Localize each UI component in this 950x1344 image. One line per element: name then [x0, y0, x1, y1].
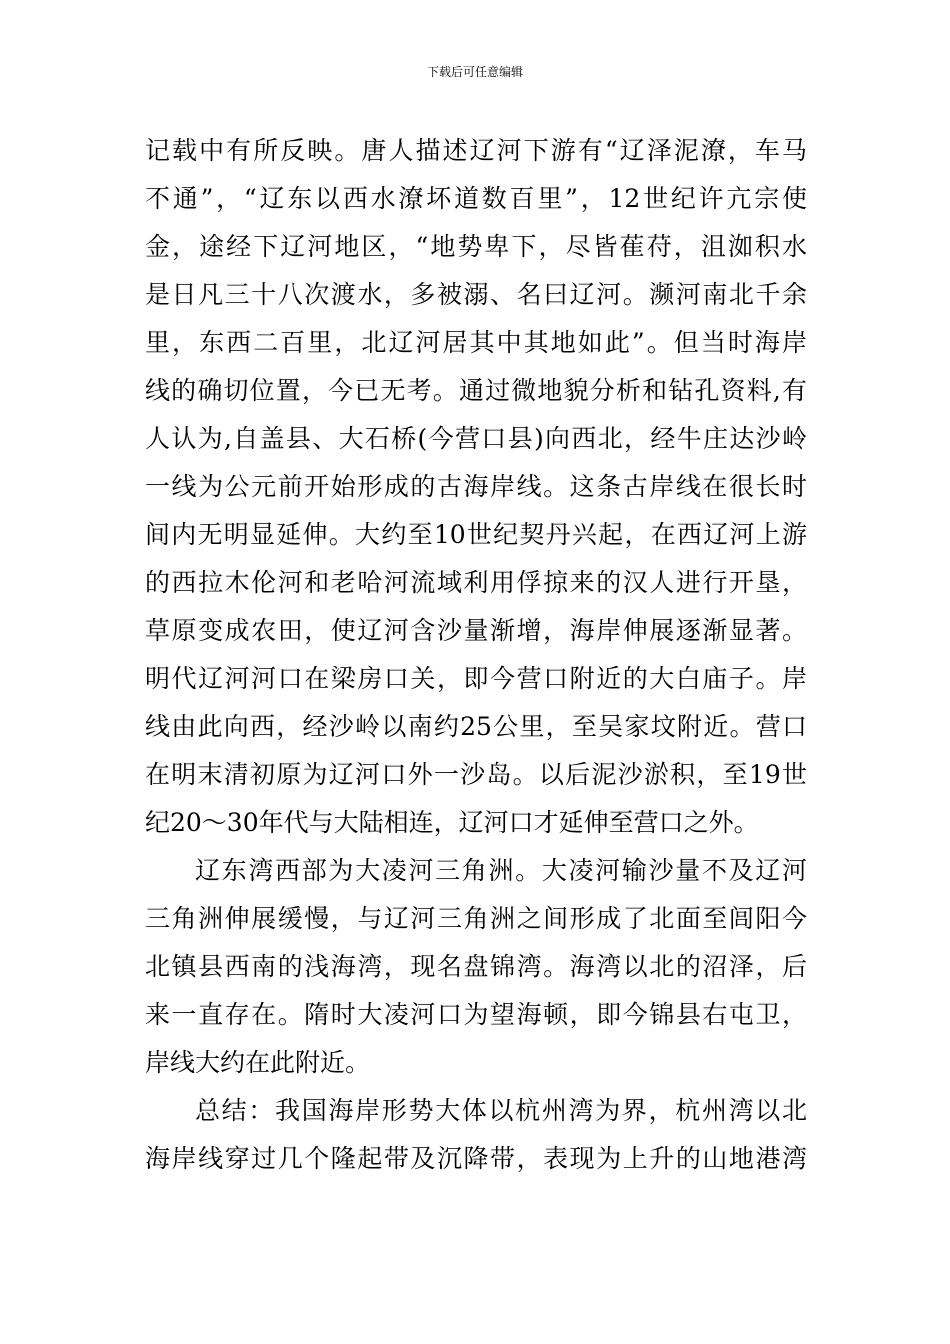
text-line: 线由此向西，经沙岭以南约25公里，至吴家坟附近。营口: [145, 712, 807, 741]
text-line: 三角洲伸展缓慢，与辽河三角洲之间形成了北面至闾阳今: [145, 904, 807, 933]
text-line: 间内无明显延伸。大约至10世纪契丹兴起，在西辽河上游: [145, 520, 807, 549]
text-line: 不通”，“辽东以西水潦坏道数百里”，12世纪许亢宗使: [145, 184, 807, 213]
text-line: 海岸线穿过几个隆起带及沉降带，表现为上升的山地港湾: [145, 1144, 807, 1173]
paragraph: [145, 847, 807, 1087]
text-line: 是日凡三十八次渡水，多被溺、名曰辽河。濒河南北千余: [145, 280, 807, 309]
text-line: 里，东西二百里，北辽河居其中其地如此”。但当时海岸: [145, 328, 807, 357]
text-line: 纪20～30年代与大陆相连，辽河口才延伸至营口之外。: [145, 808, 759, 837]
text-line: 金，途经下辽河地区，“地势卑下，尽皆萑苻，沮洳积水: [145, 232, 807, 261]
text-line: 明代辽河河口在梁房口关，即今营口附近的大白庙子。岸: [145, 664, 807, 693]
text-line: 辽东湾西部为大凌河三角洲。大凌河输沙量不及辽河: [195, 856, 807, 885]
page-header: 下载后可任意编辑: [426, 65, 523, 79]
text-line: 总结：我国海岸形势大体以杭州湾为界，杭州湾以北: [195, 1096, 807, 1125]
text-line: 人认为,自盖县、大石桥(今营口县)向西北，经牛庄达沙岭: [145, 424, 807, 453]
text-line: 一线为公元前开始形成的古海岸线。这条古岸线在很长时: [145, 472, 807, 501]
text-line: 来一直存在。隋时大凌河口为望海顿，即今锦县右屯卫，: [145, 1000, 807, 1029]
text-line: 的西拉木伦河和老哈河流域利用俘掠来的汉人进行开垦，: [145, 568, 807, 597]
text-line: 线的确切位置，今已无考。通过微地貌分析和钻孔资料,有: [145, 376, 807, 405]
text-line: 草原变成农田，使辽河含沙量渐增，海岸伸展逐渐显著。: [145, 616, 807, 645]
text-line: 在明末清初原为辽河口外一沙岛。以后泥沙淤积，至19世: [145, 760, 807, 789]
text-line: 北镇县西南的浅海湾，现名盘锦湾。海湾以北的沼泽，后: [145, 952, 807, 981]
document-body: [145, 127, 807, 1183]
paragraph: [145, 1087, 807, 1183]
text-line: 记载中有所反映。唐人描述辽河下游有“辽泽泥潦，车马: [145, 136, 807, 165]
paragraph: [145, 127, 807, 847]
text-line: 岸线大约在此附近。: [145, 1048, 371, 1077]
